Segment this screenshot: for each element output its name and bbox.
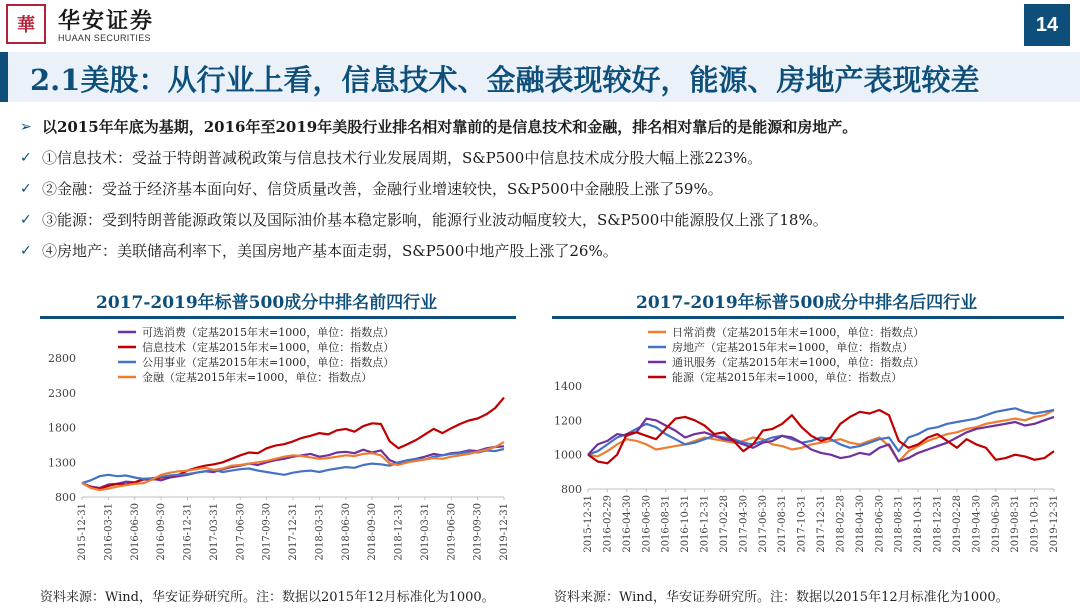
y-tick-label: 800 <box>55 491 76 504</box>
bullet-item <box>16 145 1066 176</box>
x-tick-label: 2018-08-31 <box>893 495 905 553</box>
x-tick-label: 2017-08-31 <box>777 495 789 553</box>
x-tick-label: 2017-06-30 <box>235 503 247 561</box>
x-tick-label: 2016-06-30 <box>129 503 141 561</box>
x-tick-label: 2016-08-31 <box>660 495 672 553</box>
x-tick-label: 2019-12-31 <box>1049 495 1060 553</box>
bullet-text: ②金融：受益于经济基本面向好、信贷质量改善，金融行业增速较快，S&P500中金融股上涨了59%。 <box>42 180 723 198</box>
x-tick-label: 2019-03-31 <box>419 503 431 561</box>
x-tick-label: 2016-06-30 <box>641 495 653 553</box>
brand-name-en: HUAAN SECURITIES <box>58 33 151 43</box>
bullet-item <box>16 238 1066 269</box>
bullet-list <box>16 114 1066 269</box>
legend-label: 公用事业（定基2015年末=1000，单位：指数点） <box>142 356 395 369</box>
x-tick-label: 2019-08-31 <box>1010 495 1022 553</box>
bullet-item <box>16 207 1066 238</box>
chart-bottom-sectors <box>552 322 1064 584</box>
x-tick-label: 2017-03-31 <box>208 503 220 561</box>
y-tick-label: 2300 <box>48 386 76 400</box>
x-tick-label: 2016-04-30 <box>621 495 633 553</box>
chart-divider <box>552 316 1064 319</box>
x-tick-label: 2019-04-30 <box>971 495 983 553</box>
title-accent <box>0 52 8 102</box>
x-tick-label: 2018-12-31 <box>932 495 944 553</box>
legend-label: 日常消费（定基2015年末=1000，单位：指数点） <box>672 326 925 339</box>
source-note-left: 资料来源：Wind，华安证券研究所。注：数据以2015年12月标准化为1000。 <box>40 590 495 605</box>
legend-label: 能源（定基2015年末=1000，单位：指数点） <box>672 371 903 384</box>
x-tick-label: 2018-03-31 <box>314 503 326 561</box>
x-tick-label: 2018-06-30 <box>340 503 352 561</box>
x-tick-label: 2016-12-31 <box>699 495 711 553</box>
x-tick-label: 2019-09-30 <box>472 503 484 561</box>
x-tick-label: 2017-02-28 <box>718 495 730 553</box>
x-tick-label: 2017-10-31 <box>796 495 808 553</box>
series-line <box>82 442 504 490</box>
y-tick-label: 1000 <box>554 448 582 462</box>
x-tick-label: 2016-10-31 <box>680 495 692 553</box>
y-tick-label: 2800 <box>48 352 76 365</box>
x-tick-label: 2017-12-31 <box>816 495 827 553</box>
x-tick-label: 2018-10-31 <box>913 495 925 553</box>
logo-glyph: 華 <box>17 15 35 36</box>
x-tick-label: 2018-02-28 <box>835 495 847 553</box>
x-tick-label: 2018-12-31 <box>393 503 405 561</box>
legend-label: 信息技术（定基2015年末=1000，单位：指数点） <box>142 341 395 354</box>
source-note-right: 资料来源：Wind，华安证券研究所。注：数据以2015年12月标准化为1000。 <box>554 590 1009 605</box>
x-tick-label: 2017-12-31 <box>288 503 299 561</box>
bullet-item <box>16 176 1066 207</box>
chart-top-sectors <box>40 322 516 584</box>
company-logo <box>6 4 46 44</box>
arrow-bullet-icon: ➢ <box>20 119 32 135</box>
series-line <box>82 398 504 489</box>
bullet-text: ①信息技术：受益于特朗普减税政策与信息技术行业发展周期，S&P500中信息技术成分股大幅上涨223%。 <box>42 149 763 167</box>
bullet-text: ③能源：受到特朗普能源政策以及国际油价基本稳定影响，能源行业波动幅度较大，S&P500中能源股仅上涨了18%。 <box>42 211 828 229</box>
legend-label: 金融（定基2015年末=1000，单位：指数点） <box>142 371 373 384</box>
page-number: 14 <box>1024 4 1070 46</box>
x-tick-label: 2017-04-30 <box>738 495 750 553</box>
x-tick-label: 2019-10-31 <box>1029 495 1041 553</box>
x-tick-label: 2016-02-29 <box>602 495 614 553</box>
x-tick-label: 2016-03-31 <box>103 503 115 561</box>
x-tick-label: 2018-09-30 <box>367 503 379 561</box>
page-title: 2.1美股：从行业上看，信息技术、金融表现较好，能源、房地产表现较差 <box>30 63 980 97</box>
x-tick-label: 2019-12-31 <box>499 503 510 561</box>
x-tick-label: 2019-02-28 <box>951 495 963 553</box>
chart-title-top-sectors: 2017-2019年标普500成分中排名前四行业 <box>96 293 438 313</box>
x-tick-label: 2016-12-31 <box>182 503 194 561</box>
x-tick-label: 2015-12-31 <box>77 503 88 561</box>
check-bullet-icon: ✓ <box>20 181 32 197</box>
title-bar <box>0 52 1080 102</box>
x-tick-label: 2015-12-31 <box>583 495 594 553</box>
chart-title-bottom-sectors: 2017-2019年标普500成分中排名后四行业 <box>636 293 978 313</box>
legend-label: 房地产（定基2015年末=1000，单位：指数点） <box>672 341 914 354</box>
bullet-text: ④房地产：美联储高利率下，美国房地产基本面走弱，S&P500中地产股上涨了26%。 <box>42 242 618 260</box>
legend-label: 通讯服务（定基2015年末=1000，单位：指数点） <box>672 356 925 369</box>
x-tick-label: 2018-04-30 <box>854 495 866 553</box>
x-tick-label: 2018-06-30 <box>874 495 886 553</box>
x-tick-label: 2017-09-30 <box>261 503 273 561</box>
y-tick-label: 1200 <box>554 414 582 428</box>
bullet-item <box>16 114 1066 145</box>
brand-name-cn: 华安证券 <box>58 8 155 34</box>
x-tick-label: 2019-06-30 <box>990 495 1002 553</box>
bullet-text: 以2015年年底为基期，2016年至2019年美股行业排名相对靠前的是信息技术和金融，排名相对靠后的是能源和房地产。 <box>42 118 858 136</box>
check-bullet-icon: ✓ <box>20 212 32 228</box>
y-tick-label: 1400 <box>554 380 582 393</box>
check-bullet-icon: ✓ <box>20 243 32 259</box>
x-tick-label: 2016-09-30 <box>156 503 168 561</box>
chart-divider <box>40 316 516 319</box>
y-tick-label: 1800 <box>48 421 76 435</box>
legend-label: 可选消费（定基2015年末=1000，单位：指数点） <box>142 326 395 339</box>
y-tick-label: 800 <box>561 483 582 496</box>
check-bullet-icon: ✓ <box>20 150 32 166</box>
y-tick-label: 1300 <box>48 456 76 470</box>
x-tick-label: 2017-06-30 <box>757 495 769 553</box>
x-tick-label: 2019-06-30 <box>446 503 458 561</box>
